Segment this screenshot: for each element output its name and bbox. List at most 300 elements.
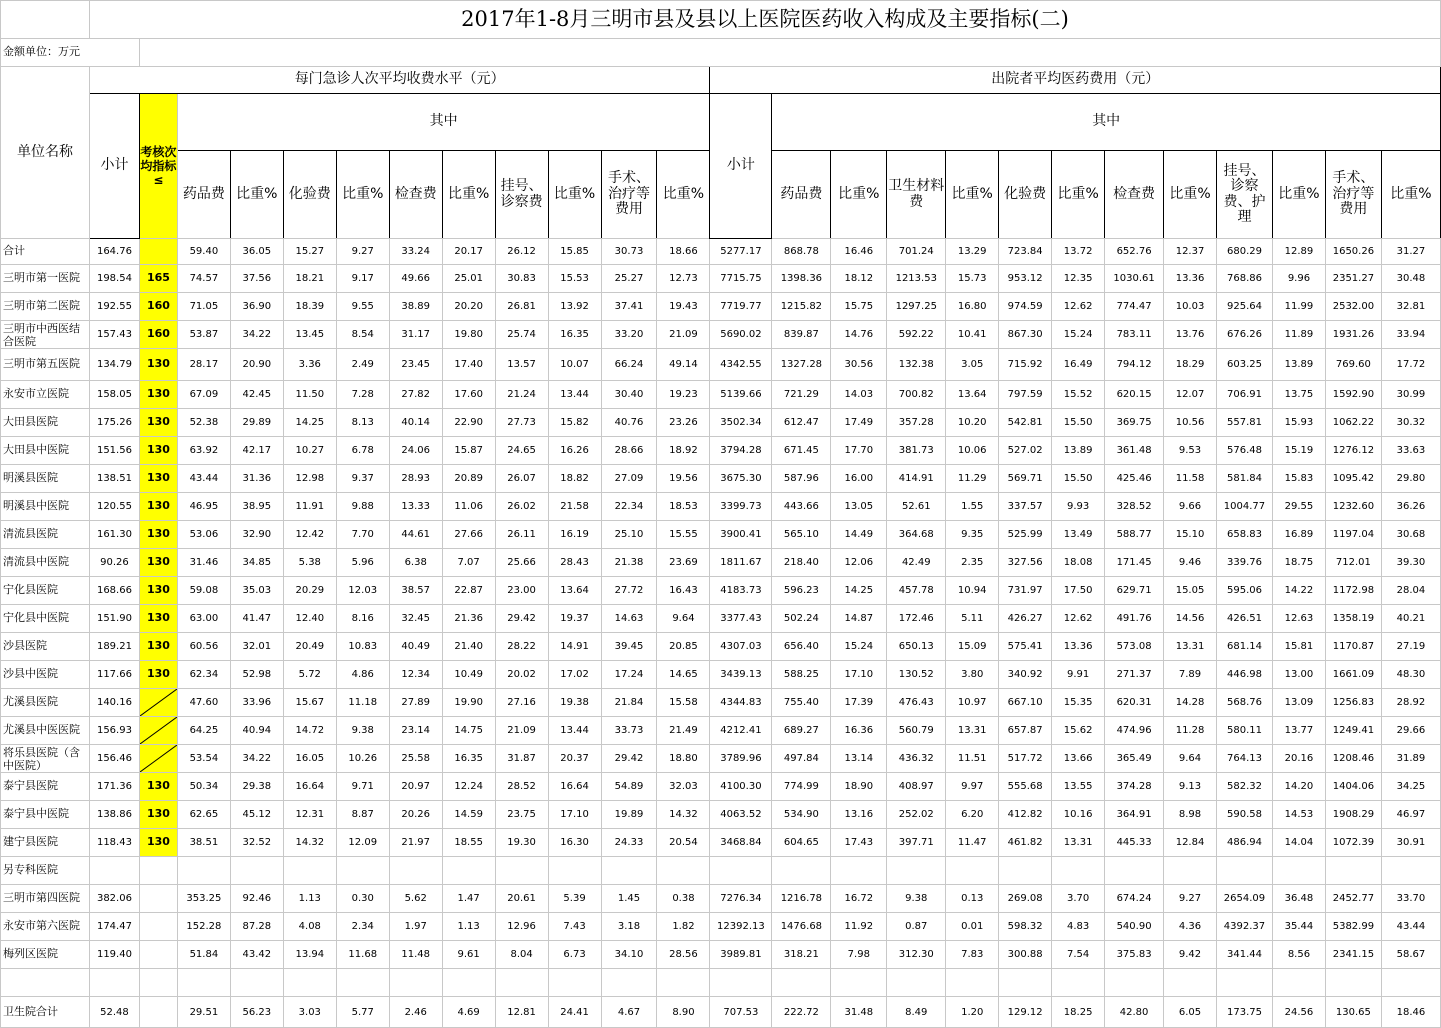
- ip-value-cell: 6.05: [1164, 997, 1217, 1028]
- ip-value-cell: 11.58: [1164, 465, 1217, 493]
- indicator-cell: [139, 857, 177, 885]
- ip-value-cell: 674.24: [1105, 885, 1164, 913]
- op-value-cell: 11.68: [336, 941, 389, 969]
- ip-value-cell: 218.40: [772, 549, 831, 577]
- ip-value-cell: 369.75: [1105, 409, 1164, 437]
- op-value-cell: 21.84: [601, 689, 657, 717]
- ip-value-cell: 14.03: [831, 381, 887, 409]
- ip-value-cell: 12.07: [1164, 381, 1217, 409]
- ip-subtotal-cell: 1811.67: [710, 549, 772, 577]
- ip-value-cell: 681.14: [1217, 633, 1273, 661]
- ip-value-cell: 2351.27: [1325, 265, 1381, 293]
- op-value-cell: 10.83: [336, 633, 389, 661]
- ip-value-cell: 46.97: [1381, 801, 1440, 829]
- op-value-cell: 5.62: [389, 885, 442, 913]
- op-value-cell: 15.87: [442, 437, 495, 465]
- op-value-cell: 27.73: [495, 409, 548, 437]
- op-value-cell: 33.20: [601, 321, 657, 349]
- ip-value-cell: 31.27: [1381, 239, 1440, 265]
- table-row: [1, 689, 1441, 717]
- op-value-cell: 63.92: [177, 437, 230, 465]
- op-value-cell: 6.73: [548, 941, 601, 969]
- ip-value-cell: 17.72: [1381, 349, 1440, 381]
- ip-value-cell: 18.46: [1381, 997, 1440, 1028]
- ip-value-cell: 573.08: [1105, 633, 1164, 661]
- ip-value-cell: 1004.77: [1217, 493, 1273, 521]
- ip-value-cell: 4.36: [1164, 913, 1217, 941]
- ip-value-cell: 774.47: [1105, 293, 1164, 321]
- ip-value-cell: 9.38: [887, 885, 946, 913]
- ip-value-cell: 13.89: [1272, 349, 1325, 381]
- ip-value-cell: 18.29: [1164, 349, 1217, 381]
- unit-name-cell: 清流县医院: [1, 521, 90, 549]
- op-value-cell: 52.38: [177, 409, 230, 437]
- op-value-cell: 14.75: [442, 717, 495, 745]
- indicator-cell: [139, 969, 177, 997]
- ip-value-cell: 0.13: [946, 885, 999, 913]
- ip-subtotal-cell: 5277.17: [710, 239, 772, 265]
- ip-value-cell: 339.76: [1217, 549, 1273, 577]
- ip-subtotal-cell: 12392.13: [710, 913, 772, 941]
- ip-value-cell: 13.31: [1052, 829, 1105, 857]
- op-col-header: 检查费: [389, 151, 442, 239]
- op-value-cell: 20.37: [548, 745, 601, 773]
- op-subtotal-cell: 140.16: [89, 689, 139, 717]
- ip-value-cell: [772, 857, 831, 885]
- ip-value-cell: 15.73: [946, 265, 999, 293]
- op-value-cell: 8.04: [495, 941, 548, 969]
- ip-value-cell: 4.83: [1052, 913, 1105, 941]
- ip-value-cell: 11.28: [1164, 717, 1217, 745]
- op-value-cell: 10.26: [336, 745, 389, 773]
- op-value-cell: 4.08: [283, 913, 336, 941]
- op-value-cell: 66.24: [601, 349, 657, 381]
- ip-value-cell: [999, 969, 1052, 997]
- op-col-header: 药品费: [177, 151, 230, 239]
- ip-value-cell: 604.65: [772, 829, 831, 857]
- op-value-cell: 63.00: [177, 605, 230, 633]
- op-value-cell: 33.24: [389, 239, 442, 265]
- ip-value-cell: 375.83: [1105, 941, 1164, 969]
- ip-value-cell: [887, 969, 946, 997]
- op-value-cell: [548, 857, 601, 885]
- op-value-cell: 23.69: [657, 549, 710, 577]
- op-value-cell: 20.26: [389, 801, 442, 829]
- ip-value-cell: 657.87: [999, 717, 1052, 745]
- op-value-cell: 29.42: [601, 745, 657, 773]
- ip-value-cell: 173.75: [1217, 997, 1273, 1028]
- indicator-cell: 130: [139, 605, 177, 633]
- ip-value-cell: 8.98: [1164, 801, 1217, 829]
- op-subtotal-cell: 117.66: [89, 661, 139, 689]
- ip-value-cell: 15.83: [1272, 465, 1325, 493]
- op-value-cell: 26.12: [495, 239, 548, 265]
- ip-col-header: 挂号、诊察费、护理: [1217, 151, 1273, 239]
- ip-value-cell: 30.48: [1381, 265, 1440, 293]
- table-row: [1, 349, 1441, 381]
- op-value-cell: 32.90: [230, 521, 283, 549]
- op-value-cell: 20.02: [495, 661, 548, 689]
- op-value-cell: 9.38: [336, 717, 389, 745]
- op-value-cell: 26.81: [495, 293, 548, 321]
- op-value-cell: 16.64: [283, 773, 336, 801]
- op-value-cell: 25.01: [442, 265, 495, 293]
- op-value-cell: 22.34: [601, 493, 657, 521]
- op-value-cell: 20.90: [230, 349, 283, 381]
- op-subtotal-cell: 189.21: [89, 633, 139, 661]
- op-value-cell: 30.83: [495, 265, 548, 293]
- unit-name-cell: 尤溪县医院: [1, 689, 90, 717]
- ip-value-cell: 0.01: [946, 913, 999, 941]
- ip-value-cell: 48.30: [1381, 661, 1440, 689]
- ip-value-cell: [946, 857, 999, 885]
- ip-value-cell: 172.46: [887, 605, 946, 633]
- op-value-cell: 64.25: [177, 717, 230, 745]
- table-row: [1, 577, 1441, 605]
- ip-value-cell: 28.04: [1381, 577, 1440, 605]
- op-value-cell: 20.17: [442, 239, 495, 265]
- indicator-cell: [139, 913, 177, 941]
- indicator-cell: 130: [139, 661, 177, 689]
- ip-value-cell: 13.16: [831, 801, 887, 829]
- op-value-cell: [442, 857, 495, 885]
- op-value-cell: 21.09: [495, 717, 548, 745]
- ip-value-cell: 15.52: [1052, 381, 1105, 409]
- ip-value-cell: 34.25: [1381, 773, 1440, 801]
- ip-value-cell: 30.91: [1381, 829, 1440, 857]
- outpatient-group-header: 每门急诊人次平均收费水平（元）: [89, 67, 709, 94]
- ip-value-cell: 15.50: [1052, 409, 1105, 437]
- ip-value-cell: 1.55: [946, 493, 999, 521]
- indicator-cell: [139, 689, 177, 717]
- op-value-cell: 10.27: [283, 437, 336, 465]
- ip-value-cell: 497.84: [772, 745, 831, 773]
- ip-value-cell: 132.38: [887, 349, 946, 381]
- ip-value-cell: [946, 969, 999, 997]
- op-value-cell: 9.61: [442, 941, 495, 969]
- op-subtotal-cell: [89, 969, 139, 997]
- ip-value-cell: 16.72: [831, 885, 887, 913]
- ip-value-cell: 12.62: [1052, 605, 1105, 633]
- table-row: [1, 437, 1441, 465]
- op-value-cell: 53.54: [177, 745, 230, 773]
- unit-name-cell: 三明市第四医院: [1, 885, 90, 913]
- op-value-cell: 15.67: [283, 689, 336, 717]
- op-value-cell: 12.42: [283, 521, 336, 549]
- op-value-cell: 39.45: [601, 633, 657, 661]
- op-value-cell: 27.09: [601, 465, 657, 493]
- op-value-cell: 28.52: [495, 773, 548, 801]
- op-value-cell: 25.58: [389, 745, 442, 773]
- ip-value-cell: 1476.68: [772, 913, 831, 941]
- op-value-cell: 47.60: [177, 689, 230, 717]
- ip-value-cell: 620.15: [1105, 381, 1164, 409]
- op-value-cell: 5.39: [548, 885, 601, 913]
- ip-value-cell: 457.78: [887, 577, 946, 605]
- ip-value-cell: 13.14: [831, 745, 887, 773]
- op-value-cell: 29.42: [495, 605, 548, 633]
- op-value-cell: 28.43: [548, 549, 601, 577]
- ip-value-cell: 1215.82: [772, 293, 831, 321]
- indicator-cell: 165: [139, 265, 177, 293]
- ip-value-cell: 581.84: [1217, 465, 1273, 493]
- unit-name-cell: 泰宁县医院: [1, 773, 90, 801]
- op-subtotal-cell: 157.43: [89, 321, 139, 349]
- ip-value-cell: 36.48: [1272, 885, 1325, 913]
- ip-value-cell: 15.05: [1164, 577, 1217, 605]
- op-value-cell: 16.35: [442, 745, 495, 773]
- table-row: [1, 801, 1441, 829]
- ip-col-header: 比重%: [1272, 151, 1325, 239]
- ip-value-cell: 700.82: [887, 381, 946, 409]
- ip-value-cell: 17.50: [1052, 577, 1105, 605]
- op-value-cell: 25.66: [495, 549, 548, 577]
- op-value-cell: 25.74: [495, 321, 548, 349]
- unit-name-cell: 宁化县医院: [1, 577, 90, 605]
- ip-value-cell: 2341.15: [1325, 941, 1381, 969]
- ip-value-cell: 14.87: [831, 605, 887, 633]
- ip-value-cell: 8.49: [887, 997, 946, 1028]
- op-subtotal-cell: 168.66: [89, 577, 139, 605]
- op-value-cell: 18.55: [442, 829, 495, 857]
- ip-value-cell: 15.75: [831, 293, 887, 321]
- op-subtotal-cell: [89, 857, 139, 885]
- op-subtotal-cell: 52.48: [89, 997, 139, 1028]
- op-value-cell: 40.76: [601, 409, 657, 437]
- ip-value-cell: 1650.26: [1325, 239, 1381, 265]
- op-value-cell: 59.08: [177, 577, 230, 605]
- op-value-cell: 28.56: [657, 941, 710, 969]
- ip-value-cell: 689.27: [772, 717, 831, 745]
- op-value-cell: 8.54: [336, 321, 389, 349]
- table-row: [1, 465, 1441, 493]
- ip-value-cell: 15.93: [1272, 409, 1325, 437]
- op-value-cell: 25.27: [601, 265, 657, 293]
- ip-value-cell: 596.23: [772, 577, 831, 605]
- indicator-cell: 130: [139, 549, 177, 577]
- ip-subtotal-header: 小计: [710, 94, 772, 239]
- table-row: [1, 969, 1441, 997]
- ip-value-cell: 9.97: [946, 773, 999, 801]
- op-value-cell: 27.82: [389, 381, 442, 409]
- ip-value-cell: 768.86: [1217, 265, 1273, 293]
- op-subtotal-cell: 151.56: [89, 437, 139, 465]
- ip-value-cell: 7.89: [1164, 661, 1217, 689]
- op-value-cell: 5.38: [283, 549, 336, 577]
- op-value-cell: 21.97: [389, 829, 442, 857]
- op-value-cell: 21.36: [442, 605, 495, 633]
- op-value-cell: 14.72: [283, 717, 336, 745]
- op-value-cell: 23.14: [389, 717, 442, 745]
- unit-name-cell: 将乐县医院（含中医院）: [1, 745, 90, 773]
- ip-value-cell: 867.30: [999, 321, 1052, 349]
- op-subtotal-cell: 119.40: [89, 941, 139, 969]
- op-value-cell: 2.34: [336, 913, 389, 941]
- ip-value-cell: 1908.29: [1325, 801, 1381, 829]
- op-value-cell: 32.03: [657, 773, 710, 801]
- op-value-cell: 30.73: [601, 239, 657, 265]
- ip-value-cell: 8.56: [1272, 941, 1325, 969]
- op-value-cell: 11.50: [283, 381, 336, 409]
- ip-value-cell: 565.10: [772, 521, 831, 549]
- ip-value-cell: 13.29: [946, 239, 999, 265]
- ip-value-cell: 12.06: [831, 549, 887, 577]
- ip-value-cell: 33.70: [1381, 885, 1440, 913]
- op-value-cell: 54.89: [601, 773, 657, 801]
- ip-value-cell: 425.46: [1105, 465, 1164, 493]
- ip-value-cell: 15.24: [831, 633, 887, 661]
- op-value-cell: 26.02: [495, 493, 548, 521]
- op-value-cell: 1.97: [389, 913, 442, 941]
- ip-value-cell: 13.36: [1164, 265, 1217, 293]
- op-value-cell: 20.54: [657, 829, 710, 857]
- ip-value-cell: 17.10: [831, 661, 887, 689]
- op-value-cell: 18.92: [657, 437, 710, 465]
- ip-subtotal-cell: 707.53: [710, 997, 772, 1028]
- op-value-cell: 13.45: [283, 321, 336, 349]
- ip-value-cell: 341.44: [1217, 941, 1273, 969]
- table-row: [1, 857, 1441, 885]
- op-value-cell: 62.34: [177, 661, 230, 689]
- ip-value-cell: 14.25: [831, 577, 887, 605]
- op-value-cell: 15.55: [657, 521, 710, 549]
- unit-note: 金额单位：万元: [1, 39, 140, 67]
- ip-value-cell: 340.92: [999, 661, 1052, 689]
- ip-subtotal-cell: 3468.84: [710, 829, 772, 857]
- op-value-cell: 41.47: [230, 605, 283, 633]
- op-value-cell: 19.90: [442, 689, 495, 717]
- op-value-cell: 4.67: [601, 997, 657, 1028]
- ip-value-cell: 783.11: [1105, 321, 1164, 349]
- ip-value-cell: 603.25: [1217, 349, 1273, 381]
- op-value-cell: 49.66: [389, 265, 442, 293]
- ip-value-cell: 580.11: [1217, 717, 1273, 745]
- ip-value-cell: 29.66: [1381, 717, 1440, 745]
- table-row: [1, 265, 1441, 293]
- ip-col-header: 比重%: [831, 151, 887, 239]
- ip-value-cell: 1404.06: [1325, 773, 1381, 801]
- ip-value-cell: 32.81: [1381, 293, 1440, 321]
- ip-value-cell: 3.80: [946, 661, 999, 689]
- ip-value-cell: 0.87: [887, 913, 946, 941]
- unit-name-header: 单位名称: [1, 67, 90, 239]
- ip-value-cell: 15.19: [1272, 437, 1325, 465]
- ip-value-cell: 14.28: [1164, 689, 1217, 717]
- unit-name-cell: 合计: [1, 239, 90, 265]
- op-value-cell: 36.05: [230, 239, 283, 265]
- ip-value-cell: 436.32: [887, 745, 946, 773]
- op-value-cell: 18.39: [283, 293, 336, 321]
- ip-col-header: 手术、治疗等费用: [1325, 151, 1381, 239]
- op-value-cell: 9.27: [336, 239, 389, 265]
- op-value-cell: 18.21: [283, 265, 336, 293]
- ip-value-cell: 555.68: [999, 773, 1052, 801]
- unit-name-cell: 沙县中医院: [1, 661, 90, 689]
- op-value-cell: 23.75: [495, 801, 548, 829]
- ip-value-cell: 10.20: [946, 409, 999, 437]
- op-value-cell: 14.32: [657, 801, 710, 829]
- ip-value-cell: 269.08: [999, 885, 1052, 913]
- ip-value-cell: 7.83: [946, 941, 999, 969]
- op-value-cell: 37.41: [601, 293, 657, 321]
- ip-value-cell: 2654.09: [1217, 885, 1273, 913]
- op-value-cell: 13.92: [548, 293, 601, 321]
- ip-subtotal-cell: 3794.28: [710, 437, 772, 465]
- ip-value-cell: 774.99: [772, 773, 831, 801]
- op-value-cell: 12.73: [657, 265, 710, 293]
- ip-value-cell: 575.41: [999, 633, 1052, 661]
- op-value-cell: 31.17: [389, 321, 442, 349]
- ip-value-cell: [887, 857, 946, 885]
- ip-value-cell: 30.68: [1381, 521, 1440, 549]
- op-value-cell: 14.32: [283, 829, 336, 857]
- op-value-cell: 9.55: [336, 293, 389, 321]
- op-value-cell: 87.28: [230, 913, 283, 941]
- ip-value-cell: 1170.87: [1325, 633, 1381, 661]
- ip-value-cell: 676.26: [1217, 321, 1273, 349]
- op-value-cell: 13.57: [495, 349, 548, 381]
- ip-subtotal-cell: 7276.34: [710, 885, 772, 913]
- op-value-cell: 52.98: [230, 661, 283, 689]
- ip-col-header: 化验费: [999, 151, 1052, 239]
- ip-value-cell: 769.60: [1325, 349, 1381, 381]
- ip-value-cell: 839.87: [772, 321, 831, 349]
- ip-value-cell: 755.40: [772, 689, 831, 717]
- op-among-header: 其中: [177, 94, 710, 151]
- ip-value-cell: 12.84: [1164, 829, 1217, 857]
- op-value-cell: 19.30: [495, 829, 548, 857]
- ip-value-cell: 1.20: [946, 997, 999, 1028]
- op-subtotal-cell: 156.93: [89, 717, 139, 745]
- indicator-cell: 130: [139, 773, 177, 801]
- indicator-cell: [139, 239, 177, 265]
- ip-value-cell: 671.45: [772, 437, 831, 465]
- op-value-cell: 10.07: [548, 349, 601, 381]
- indicator-cell: 130: [139, 349, 177, 381]
- ip-value-cell: 9.93: [1052, 493, 1105, 521]
- indicator-cell: [139, 717, 177, 745]
- op-value-cell: 9.17: [336, 265, 389, 293]
- table-row: [1, 605, 1441, 633]
- ip-value-cell: 486.94: [1217, 829, 1273, 857]
- ip-value-cell: 658.83: [1217, 521, 1273, 549]
- ip-value-cell: 560.79: [887, 717, 946, 745]
- op-value-cell: 12.09: [336, 829, 389, 857]
- op-value-cell: 24.41: [548, 997, 601, 1028]
- ip-value-cell: 35.44: [1272, 913, 1325, 941]
- ip-value-cell: 42.80: [1105, 997, 1164, 1028]
- op-value-cell: 9.37: [336, 465, 389, 493]
- op-value-cell: 16.05: [283, 745, 336, 773]
- unit-name-cell: 建宁县医院: [1, 829, 90, 857]
- op-value-cell: 20.20: [442, 293, 495, 321]
- table-row: [1, 521, 1441, 549]
- op-value-cell: 38.95: [230, 493, 283, 521]
- op-value-cell: 34.22: [230, 321, 283, 349]
- op-value-cell: 13.44: [548, 381, 601, 409]
- table-row: [1, 829, 1441, 857]
- unit-name-cell: 明溪县中医院: [1, 493, 90, 521]
- op-value-cell: 36.90: [230, 293, 283, 321]
- op-value-cell: [177, 857, 230, 885]
- ip-value-cell: 10.06: [946, 437, 999, 465]
- ip-value-cell: [1272, 969, 1325, 997]
- ip-value-cell: 5382.99: [1325, 913, 1381, 941]
- ip-value-cell: [1381, 857, 1440, 885]
- op-value-cell: 7.07: [442, 549, 495, 577]
- ip-value-cell: 365.49: [1105, 745, 1164, 773]
- ip-value-cell: 1030.61: [1105, 265, 1164, 293]
